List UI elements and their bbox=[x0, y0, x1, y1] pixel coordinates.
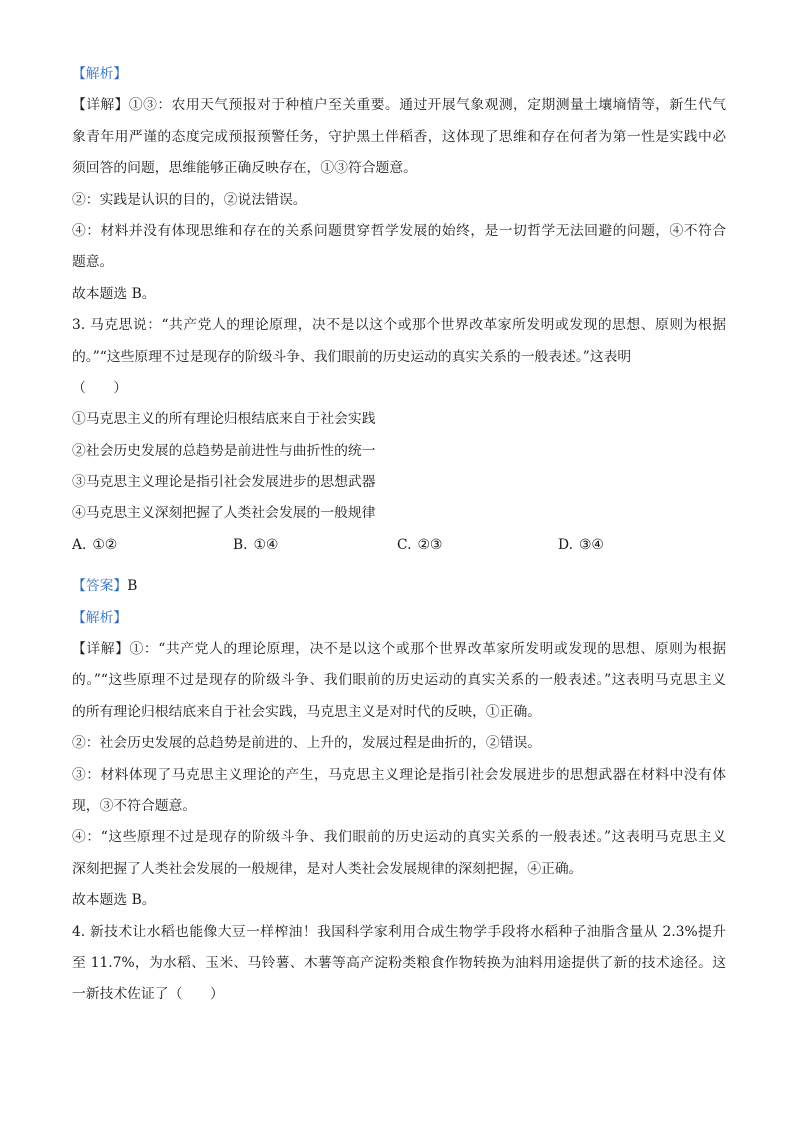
option-b bbox=[233, 530, 397, 561]
detail-label: 【详解】 bbox=[72, 641, 130, 658]
detail-line: ③：材料体现了马克思主义理论的产生，马克思主义理论是指引社会发展进步的思想武器在材料中没有体 bbox=[72, 766, 726, 783]
option-letter: D. bbox=[558, 536, 573, 553]
option-d bbox=[558, 530, 678, 561]
detail-line: ②：社会历史发展的总趋势是前进的、上升的，发展过程是曲折的，②错误。 bbox=[72, 735, 542, 752]
conclusion: 故本题选 B。 bbox=[72, 892, 156, 909]
question-stem-line: 4. 新技术让水稻也能像大豆一样榨油！我国科学家利用合成生物学手段将水稻种子油脂含量从 2.3%提升 bbox=[72, 923, 726, 940]
question-stem-line: 3. 马克思说：“共产党人的理论原理，决不是以这个或那个世界改革家所发明或发现的思想、原则为根据 bbox=[72, 317, 726, 334]
conclusion: 故本题选 B。 bbox=[72, 285, 156, 302]
analysis-label: 【解析】 bbox=[72, 66, 128, 82]
detail-line: 象青年用严谨的态度完成预报预警任务，守护黑土伴稻香，这体现了思维和存在何者为第一性是实践中必 bbox=[72, 128, 726, 145]
detail-line bbox=[72, 634, 726, 665]
detail-text: ①③：农用天气预报对于种植户至关重要。通过开展气象观测，定期测量土壤墒情等，新生代气 bbox=[128, 97, 727, 114]
option-letter: A. bbox=[72, 536, 87, 553]
statement-item: ②社会历史发展的总趋势是前进性与曲折性的统一 bbox=[72, 442, 376, 459]
detail-label: 【详解】 bbox=[72, 97, 129, 114]
document-page bbox=[72, 59, 726, 1011]
option-value: ②③ bbox=[417, 536, 443, 553]
detail-line: 题意。 bbox=[72, 254, 114, 271]
option-a bbox=[72, 530, 233, 561]
option-value: ①② bbox=[92, 536, 118, 553]
detail-line: 深刻把握了人类社会发展的一般规律，是对人类社会发展规律的深刻把握，④正确。 bbox=[72, 860, 583, 877]
statement-item: ④马克思主义深刻把握了人类社会发展的一般规律 bbox=[72, 505, 376, 522]
question-stem-line: 一新技术佐证了（ ） bbox=[72, 986, 224, 1003]
detail-line bbox=[72, 90, 726, 121]
option-value: ①④ bbox=[253, 536, 279, 553]
option-c bbox=[397, 530, 558, 561]
analysis-label: 【解析】 bbox=[72, 609, 128, 626]
answer-line bbox=[72, 571, 726, 602]
statement-item: ③马克思主义理论是指引社会发展进步的思想武器 bbox=[72, 474, 376, 491]
detail-line: ④：材料并没有体现思维和存在的关系问题贯穿哲学发展的始终，是一切哲学无法回避的问题，④不符合 bbox=[72, 222, 726, 239]
detail-line: 现，③不符合题意。 bbox=[72, 797, 197, 814]
detail-line: 的。”“这些原理不过是现存的阶级斗争、我们眼前的历史运动的真实关系的一般表述。”这表明马克思主义 bbox=[72, 672, 726, 689]
answer-label: 【答案】 bbox=[72, 578, 128, 595]
choice-options bbox=[72, 530, 726, 561]
question-stem-line: 至 11.7%，为水稻、玉米、马铃薯、木薯等高产淀粉类粮食作物转换为油料用途提供了新的技术途径。这 bbox=[72, 954, 726, 971]
detail-text: ①：“共产党人的理论原理，决不是以这个或那个世界改革家所发明或发现的思想、原则为根据 bbox=[129, 641, 726, 658]
option-letter: C. bbox=[397, 536, 412, 553]
detail-line: ②：实践是认识的目的，②说法错误。 bbox=[72, 191, 307, 208]
question-stem-line: 的。”“这些原理不过是现存的阶级斗争、我们眼前的历史运动的真实关系的一般表述。”这表明 bbox=[72, 348, 632, 365]
detail-line: 须回答的问题，思维能够正确反映存在，①③符合题意。 bbox=[72, 160, 417, 177]
answer-value: B bbox=[127, 578, 138, 595]
answer-blank: （ ） bbox=[72, 379, 128, 396]
detail-line: 的所有理论归根结底来自于社会实践，马克思主义是对时代的反映，①正确。 bbox=[72, 703, 542, 720]
option-value: ③④ bbox=[578, 536, 604, 553]
detail-line: ④：“这些原理不过是现存的阶级斗争、我们眼前的历史运动的真实关系的一般表述。”这表明马克思主义 bbox=[72, 829, 726, 846]
statement-item: ①马克思主义的所有理论归根结底来自于社会实践 bbox=[72, 411, 376, 428]
option-letter: B. bbox=[233, 536, 248, 553]
